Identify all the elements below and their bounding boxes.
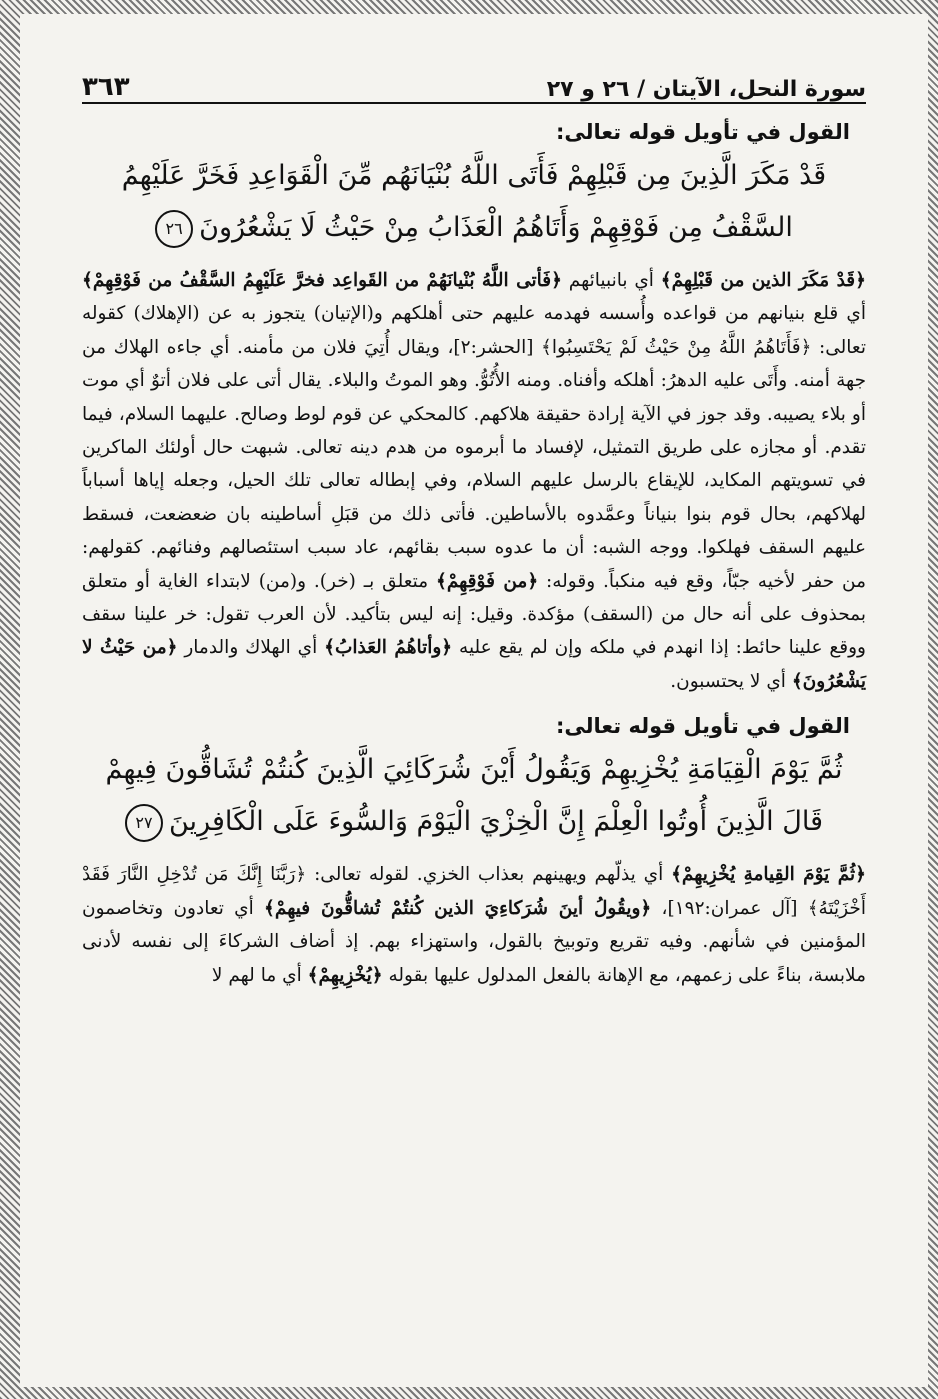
verse-line xyxy=(90,796,858,848)
verse-number-marker: ٢٦ xyxy=(155,210,193,248)
running-header xyxy=(82,60,866,104)
surah-title: سورة النحل، الآيتان / ٢٦ و ٢٧ xyxy=(546,77,866,102)
page-number: ٣٦٣ xyxy=(82,72,130,102)
commentary-text: متعلق بـ (خر). و(من) لابتداء الغاية أو متعلق بمحذوف على أنه حال من (السقف) مؤكدة. وقيل: إنه ليس بتأكيد. لأن العرب تقول: خر علينا سقف ووقع علينا حائط: إذا انهدم في ملكه وإن لم يقع عليه xyxy=(82,570,866,659)
quoted-verse-fragment: ﴿ويقُولُ أينَ شُرَكاءِيَ الذين كُنتُمْ تُشاقُّونَ فيهِمْ﴾ xyxy=(264,897,652,919)
commentary-text: أي الهلاك والدمار xyxy=(177,637,325,659)
commentary-paragraph-2 xyxy=(82,858,866,992)
commentary-text: أي بانبيائهم xyxy=(561,270,661,291)
commentary-text: أي يذلّهم ويهينهم بعذاب الخزي. لقوله تعالى: ﴿رَبَّنَا إِنَّكَ مَن تُدْخِلِ النَّارَ فَقَدْ أَخْزَيْتَهُ﴾ [آل عمران:١٩٢]، xyxy=(82,864,866,919)
quoted-verse-fragment: ﴿من حَيْثُ لا يَشْعُرُونَ﴾ xyxy=(82,637,866,692)
commentary-text: أي تعادون وتخاصمون المؤمنين في شأنهم. وفيه تقريع وتوبيخ بالقول، واستهزاء بهم. إذ أضاف الشركاءَ إلى نفسه لأدنى ملابسة، بناءً على زعمهم، مع الإهانة بالفعل المدلول عليها بقوله xyxy=(82,897,866,986)
quoted-verse-fragment: ﴿قَدْ مَكَرَ الذين من قَبْلِهِمْ﴾ xyxy=(660,270,866,291)
verse-line xyxy=(90,202,858,254)
commentary-text: أي ما لهم لا xyxy=(211,964,308,986)
book-page xyxy=(82,60,866,1380)
quoted-verse-fragment: ﴿وأتاهُمُ العَذابُ﴾ xyxy=(324,637,453,659)
verse-number-marker: ٢٧ xyxy=(125,804,163,842)
quran-verse-27 xyxy=(82,744,866,848)
quoted-verse-fragment: ﴿فَأتى اللَّهُ بُنْيانَهُمْ من القَواعِد فخرَّ عَلَيْهِمُ السَّقْفُ من فَوْقِهِمْ﴾ xyxy=(82,270,562,291)
quoted-verse-fragment: ﴿من فَوْقِهِمْ﴾ xyxy=(435,570,539,592)
section-heading-1: القول في تأويل قوله تعالى: xyxy=(556,120,850,144)
verse-line: قَدْ مَكَرَ الَّذِينَ مِن قَبْلِهِمْ فَأَتَى اللَّهُ بُنْيَانَهُم مِّنَ الْقَوَاعِدِ فَخَرَّ عَلَيْهِمُ xyxy=(121,160,827,191)
quoted-verse-fragment: ﴿ثُمَّ يَوْمَ القِيامةِ يُخْزِيهِمْ﴾ xyxy=(671,864,866,886)
verse-line-text: قَالَ الَّذِينَ أُوتُوا الْعِلْمَ إِنَّ الْخِزْيَ الْيَوْمَ وَالسُّوءَ عَلَى الْكَافِرِينَ xyxy=(169,806,823,838)
verse-line: ثُمَّ يَوْمَ الْقِيَامَةِ يُخْزِيهِمْ وَيَقُولُ أَيْنَ شُرَكَائِيَ الَّذِينَ كُنتُمْ تُشَاقُّونَ فِيهِمْ xyxy=(105,754,843,786)
quoted-verse-fragment: ﴿يُخْزِيهِمْ﴾ xyxy=(307,964,383,986)
commentary-text: أي قلع بنيانهم من قواعده وأُسسه فهدمه عليهم حتى أهلكهم و(الإتيان) يتجوز به عن (الإهلاك) كقوله تعالى: ﴿فَأَتَاهُمُ اللَّهُ مِنْ حَيْثُ لَمْ يَحْتَسِبُوا﴾ [الحشر:٢]، ويقال أُتِيَ فلان من مأمنه. أي جاءه الهلاك من جهة أمنه. وأَتَى عليه الدهرُ: أهلكه وأفناه. ومنه الأُتُوُّ. وهو الموتُ والبلاء. يقال أتى على فلان أتوٌ أي موت أو بلاء يصيبه. وقد جوز في الآية إرادة حقيقة هلاكهم. كالمحكي عن قوم لوط وصالح. عليهما السلام، فيما تقدم. أو مجازه على طريق التمثيل، لإفساد ما أبرموه من هدم دينه تعالى. شبهت حال أولئك الماكرين في تسويتهم المكايد، للإيقاع بالرسل عليهم السلام، وفي إبطاله تعالى تلك الحيل، وجعله إياها أسباباً لهلاكهم، بحال قوم بنوا بنياناً وعمَّدوه بالأساطين. فأتى ذلك من قبَلِ أساطينه بان ضعضعت، فسقط عليهم السقف فهلكوا. ووجه الشبه: أن ما عدوه سبب بقائهم، عاد سبب استئصالهم وفنائهم. كقولهم: من حفر لأخيه جبّاً، وقع فيه منكباً. وقوله: xyxy=(82,303,866,592)
quran-verse-26 xyxy=(82,150,866,254)
verse-line-text: السَّقْفُ مِن فَوْقِهِمْ وَأَتَاهُمُ الْعَذَابُ مِنْ حَيْثُ لَا يَشْعُرُونَ xyxy=(199,212,793,243)
section-heading-2: القول في تأويل قوله تعالى: xyxy=(556,714,850,739)
commentary-text: أي لا يحتسبون. xyxy=(670,670,792,692)
commentary-paragraph-1 xyxy=(82,264,866,698)
